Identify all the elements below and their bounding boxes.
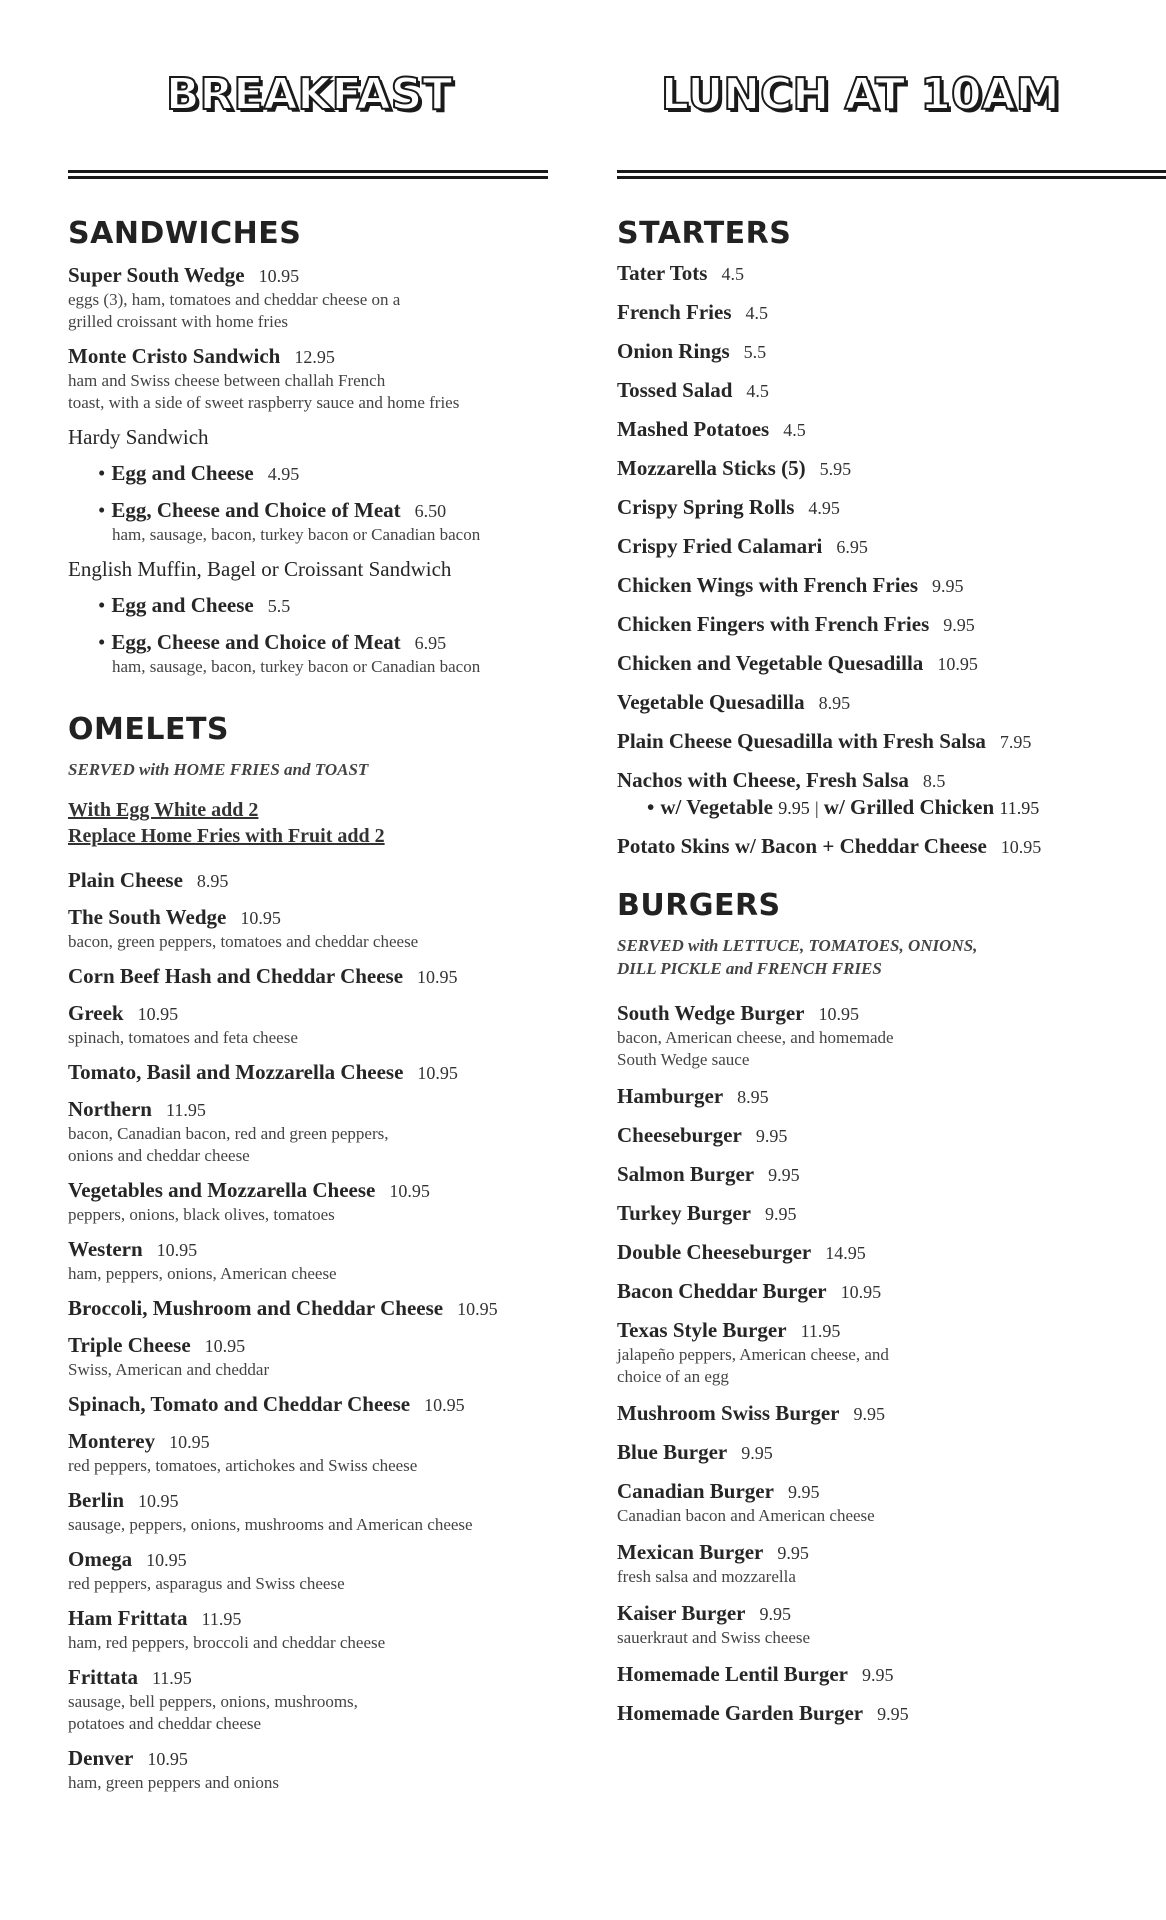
menu-item (68, 1177, 548, 1226)
omelets-heading: OMELETS (68, 712, 230, 747)
item-name: French Fries (617, 300, 732, 324)
item-name: Hamburger (617, 1084, 724, 1108)
item-name: Homemade Garden Burger (617, 1701, 864, 1725)
item-desc: grilled croissant with home fries (68, 312, 289, 331)
item-name: Mexican Burger (617, 1540, 764, 1564)
item-price: 10.95 (146, 1550, 187, 1570)
item-price: 10.95 (169, 1432, 210, 1452)
item-desc: toast, with a side of sweet raspberry sauce and home fries (68, 393, 460, 412)
menu-item (617, 689, 1166, 716)
item-name: Super South Wedge (68, 263, 245, 287)
menu-item (617, 572, 1166, 599)
item-price: 11.95 (800, 1321, 841, 1341)
addon-fruit: Replace Home Fries with Fruit add 2 (68, 825, 385, 847)
item-desc: sauerkraut and Swiss cheese (617, 1628, 811, 1647)
item-price: 10.95 (258, 266, 300, 286)
item-price: 6.50 (414, 501, 447, 521)
item-name: Onion Rings (617, 339, 730, 363)
item-desc: onions and cheddar cheese (68, 1146, 250, 1165)
item-desc: red peppers, tomatoes, artichokes and Swiss cheese (68, 1456, 418, 1475)
item-price: 9.95 (877, 1704, 909, 1724)
menu-item (617, 1000, 1166, 1071)
menu-item (617, 377, 1166, 404)
menu-item (68, 1000, 548, 1049)
menu-item (617, 494, 1166, 521)
addon-egg-white: With Egg White add 2 (68, 799, 259, 821)
item-price: 10.95 (1000, 837, 1042, 857)
item-price: 5.5 (267, 596, 291, 616)
item-price: 8.5 (922, 771, 946, 791)
item-desc: jalapeño peppers, American cheese, and (617, 1345, 889, 1364)
item-name: Spinach, Tomato and Cheddar Cheese (68, 1392, 411, 1416)
menu-item (617, 455, 1166, 482)
item-desc: ham, peppers, onions, American cheese (68, 1264, 337, 1283)
menu-group (68, 424, 548, 546)
nachos-options: • w/ Vegetable 9.95 | w/ Grilled Chicken 11.95 (647, 795, 1040, 819)
item-name: Chicken and Vegetable Quesadilla (617, 651, 924, 675)
menu-item (68, 1664, 548, 1735)
item-name: Triple Cheese (68, 1333, 191, 1357)
menu-item (68, 1096, 548, 1167)
item-name: Tossed Salad (617, 378, 733, 402)
menu-item (68, 1236, 548, 1285)
group-name: Hardy Sandwich (68, 425, 209, 449)
item-price: 9.95 (768, 1165, 800, 1185)
item-price: 9.95 (943, 615, 975, 635)
group-name: English Muffin, Bagel or Croissant Sandwich (68, 557, 452, 581)
item-name: Tomato, Basil and Mozzarella Cheese (68, 1060, 404, 1084)
item-price: 10.95 (840, 1282, 882, 1302)
item-name: Berlin (68, 1488, 124, 1512)
menu-item (68, 1391, 548, 1418)
sub-item: • Egg and Cheese 4.95 (98, 461, 300, 485)
menu-item (68, 867, 548, 894)
item-desc: red peppers, asparagus and Swiss cheese (68, 1574, 345, 1593)
item-name: Nachos with Cheese, Fresh Salsa (617, 768, 909, 792)
item-name: Turkey Burger (617, 1201, 751, 1225)
item-name: Potato Skins w/ Bacon + Cheddar Cheese (617, 834, 987, 858)
menu-item (68, 1059, 548, 1086)
item-name: Bacon Cheddar Burger (617, 1279, 827, 1303)
item-price: 10.95 (937, 654, 978, 674)
omelet-list (68, 867, 548, 1794)
item-name: The South Wedge (68, 905, 227, 929)
item-price: 9.95 (787, 1482, 820, 1502)
item-price: 4.95 (267, 464, 300, 484)
item-name: Egg, Cheese and Choice of Meat (111, 498, 401, 522)
item-desc: bacon, green peppers, tomatoes and cheddar cheese (68, 932, 419, 951)
menu-group (68, 556, 548, 678)
item-price: 9.95 (755, 1126, 788, 1146)
menu-item (617, 299, 1166, 326)
nachos-separator: | (814, 798, 819, 818)
starters-heading: STARTERS (617, 216, 792, 251)
sub-item: • Egg, Cheese and Choice of Meat 6.95 ham, sausage, bacon, turkey bacon or Canadian bacon (68, 629, 548, 678)
menu-item (617, 1161, 1166, 1188)
item-price: 8.95 (818, 693, 851, 713)
item-price: 11.95 (165, 1100, 206, 1120)
item-name: Blue Burger (617, 1440, 728, 1464)
item-price: 9.95 (759, 1604, 792, 1624)
lunch-column (617, 0, 1166, 1727)
nachos-chicken-price: 11.95 (999, 798, 1040, 818)
item-desc: ham, green peppers and onions (68, 1773, 280, 1792)
menu-item (68, 262, 548, 333)
item-price: 10.95 (417, 1063, 458, 1083)
menu-item (617, 1400, 1166, 1427)
menu-item (68, 1295, 548, 1322)
item-name: Crispy Fried Calamari (617, 534, 823, 558)
item-name: Egg, Cheese and Choice of Meat (111, 630, 401, 654)
menu-item (617, 1317, 1166, 1388)
menu-item (617, 533, 1166, 560)
item-price: 7.95 (999, 732, 1032, 752)
item-name: Tater Tots (617, 261, 708, 285)
item-desc: spinach, tomatoes and feta cheese (68, 1028, 298, 1047)
breakfast-title: BREAKFAST (166, 69, 453, 120)
item-name: Egg and Cheese (111, 461, 254, 485)
item-price: 10.95 (156, 1240, 198, 1260)
item-price: 5.5 (743, 342, 767, 362)
item-desc: ham and Swiss cheese between challah French (68, 371, 386, 390)
item-name: Broccoli, Mushroom and Cheddar Cheese (68, 1296, 444, 1320)
item-price: 9.95 (853, 1404, 885, 1424)
item-name: Mushroom Swiss Burger (617, 1401, 840, 1425)
item-name: Chicken Wings with French Fries (617, 573, 919, 597)
item-name: Egg and Cheese (111, 593, 254, 617)
item-name: Ham Frittata (68, 1606, 188, 1630)
item-name: Denver (68, 1746, 134, 1770)
item-desc: choice of an egg (617, 1367, 729, 1386)
item-price: 10.95 (147, 1749, 188, 1769)
item-price: 10.95 (457, 1299, 498, 1319)
item-price: 6.95 (414, 633, 447, 653)
item-desc: eggs (3), ham, tomatoes and cheddar cheese on a (68, 290, 401, 309)
item-price: 10.95 (137, 1004, 179, 1024)
item-desc: bacon, Canadian bacon, red and green peppers, (68, 1124, 389, 1143)
burgers-served-line: SERVED with LETTUCE, TOMATOES, ONIONS, (617, 936, 978, 955)
sub-item: • Egg and Cheese 5.5 (98, 593, 291, 617)
sub-item: • Egg, Cheese and Choice of Meat 6.50 ham, sausage, bacon, turkey bacon or Canadian bacon (68, 497, 548, 546)
item-price: 8.95 (196, 871, 229, 891)
item-desc: ham, red peppers, broccoli and cheddar cheese (68, 1633, 386, 1652)
item-price: 9.95 (764, 1204, 797, 1224)
item-name: Crispy Spring Rolls (617, 495, 795, 519)
item-desc: sausage, bell peppers, onions, mushrooms, (68, 1692, 358, 1711)
item-name: Cheeseburger (617, 1123, 742, 1147)
menu-item (68, 1745, 548, 1794)
item-name: Plain Cheese (68, 868, 183, 892)
nachos-chicken-label: w/ Grilled Chicken (823, 795, 995, 819)
item-price: 10.95 (818, 1004, 859, 1024)
omelets-served-note: SERVED with HOME FRIES and TOAST (68, 760, 369, 779)
item-price: 9.95 (741, 1443, 773, 1463)
item-price: 11.95 (201, 1609, 242, 1629)
sandwiches-heading: SANDWICHES (68, 216, 302, 251)
menu-item (617, 416, 1166, 443)
item-price: 12.95 (294, 347, 335, 367)
item-name: Texas Style Burger (617, 1318, 787, 1342)
item-desc: South Wedge sauce (617, 1050, 750, 1069)
item-desc: ham, sausage, bacon, turkey bacon or Canadian bacon (112, 657, 481, 676)
menu-item (68, 343, 548, 414)
menu-item (617, 1122, 1166, 1149)
item-price: 10.95 (138, 1491, 179, 1511)
item-desc: sausage, peppers, onions, mushrooms and American cheese (68, 1515, 473, 1534)
item-price: 11.95 (151, 1668, 192, 1688)
item-name: Corn Beef Hash and Cheddar Cheese (68, 964, 404, 988)
item-name: Monterey (68, 1429, 156, 1453)
item-name: Mozzarella Sticks (5) (617, 456, 806, 480)
menu-item (68, 1605, 548, 1654)
item-name: Western (68, 1237, 143, 1261)
nachos-veg-price: 9.95 (778, 798, 810, 818)
menu-item (68, 904, 548, 953)
menu-item (617, 1239, 1166, 1266)
item-name: South Wedge Burger (617, 1001, 805, 1025)
item-price: 9.95 (861, 1665, 894, 1685)
item-price: 10.95 (204, 1336, 246, 1356)
item-name: Salmon Burger (617, 1162, 755, 1186)
item-price: 8.95 (737, 1087, 769, 1107)
breakfast-column (68, 0, 548, 1794)
item-name: Canadian Burger (617, 1479, 774, 1503)
menu-item (68, 1428, 548, 1477)
item-price: 10.95 (417, 967, 458, 987)
burgers-served-line: DILL PICKLE and FRENCH FRIES (617, 959, 882, 978)
item-name: Homemade Lentil Burger (617, 1662, 848, 1686)
menu-item (617, 611, 1166, 638)
item-name: Monte Cristo Sandwich (68, 344, 281, 368)
menu-item (68, 1487, 548, 1536)
item-name: Vegetables and Mozzarella Cheese (68, 1178, 376, 1202)
item-price: 9.95 (777, 1543, 809, 1563)
lunch-title: LUNCH AT 10AM (661, 69, 1060, 120)
menu-item (617, 1478, 1166, 1527)
menu-item (617, 1278, 1166, 1305)
lunch-divider (617, 170, 1166, 179)
item-name: Plain Cheese Quesadilla with Fresh Salsa (617, 729, 986, 753)
item-price: 10.95 (389, 1181, 430, 1201)
starter-list (617, 260, 1166, 794)
item-price: 4.5 (783, 420, 806, 440)
item-desc: Canadian bacon and American cheese (617, 1506, 875, 1525)
item-price: 4.5 (745, 303, 768, 323)
menu-item (68, 1546, 548, 1595)
item-desc: fresh salsa and mozzarella (617, 1567, 796, 1586)
item-name: Kaiser Burger (617, 1601, 746, 1625)
item-name: Omega (68, 1547, 133, 1571)
item-name: Vegetable Quesadilla (617, 690, 805, 714)
item-name: Frittata (68, 1665, 138, 1689)
menu-item (68, 1332, 548, 1381)
nachos-veg-label: w/ Vegetable (660, 795, 773, 819)
burgers-served-note (617, 934, 1166, 980)
menu-item (617, 1661, 1166, 1688)
menu-item (617, 650, 1166, 677)
menu-item (617, 767, 1166, 794)
item-desc: peppers, onions, black olives, tomatoes (68, 1205, 335, 1224)
burgers-heading: BURGERS (617, 888, 781, 923)
item-price: 5.95 (819, 459, 852, 479)
menu-item (617, 1200, 1166, 1227)
menu-item (617, 260, 1166, 287)
item-price: 6.95 (836, 537, 868, 557)
item-price: 14.95 (825, 1243, 866, 1263)
menu-item (617, 1600, 1166, 1649)
item-price: 10.95 (240, 908, 281, 928)
item-price: 9.95 (932, 576, 964, 596)
menu-item (617, 728, 1166, 755)
menu-item (617, 833, 1166, 860)
menu-item (617, 1700, 1166, 1727)
burger-list (617, 1000, 1166, 1727)
item-desc: ham, sausage, bacon, turkey bacon or Canadian bacon (112, 525, 481, 544)
menu-item (617, 1083, 1166, 1110)
menu-item (617, 1439, 1166, 1466)
menu-item (68, 963, 548, 990)
item-price: 4.95 (808, 498, 840, 518)
item-desc: potatoes and cheddar cheese (68, 1714, 262, 1733)
item-desc: bacon, American cheese, and homemade (617, 1028, 894, 1047)
item-name: Greek (68, 1001, 124, 1025)
item-price: 4.5 (721, 264, 744, 284)
item-price: 4.5 (746, 381, 769, 401)
menu-item (617, 338, 1166, 365)
item-name: Northern (68, 1097, 152, 1121)
item-name: Double Cheeseburger (617, 1240, 812, 1264)
item-name: Mashed Potatoes (617, 417, 770, 441)
menu-item (617, 1539, 1166, 1588)
item-name: Chicken Fingers with French Fries (617, 612, 930, 636)
breakfast-divider (68, 170, 548, 179)
item-price: 10.95 (424, 1395, 465, 1415)
item-desc: Swiss, American and cheddar (68, 1360, 270, 1379)
